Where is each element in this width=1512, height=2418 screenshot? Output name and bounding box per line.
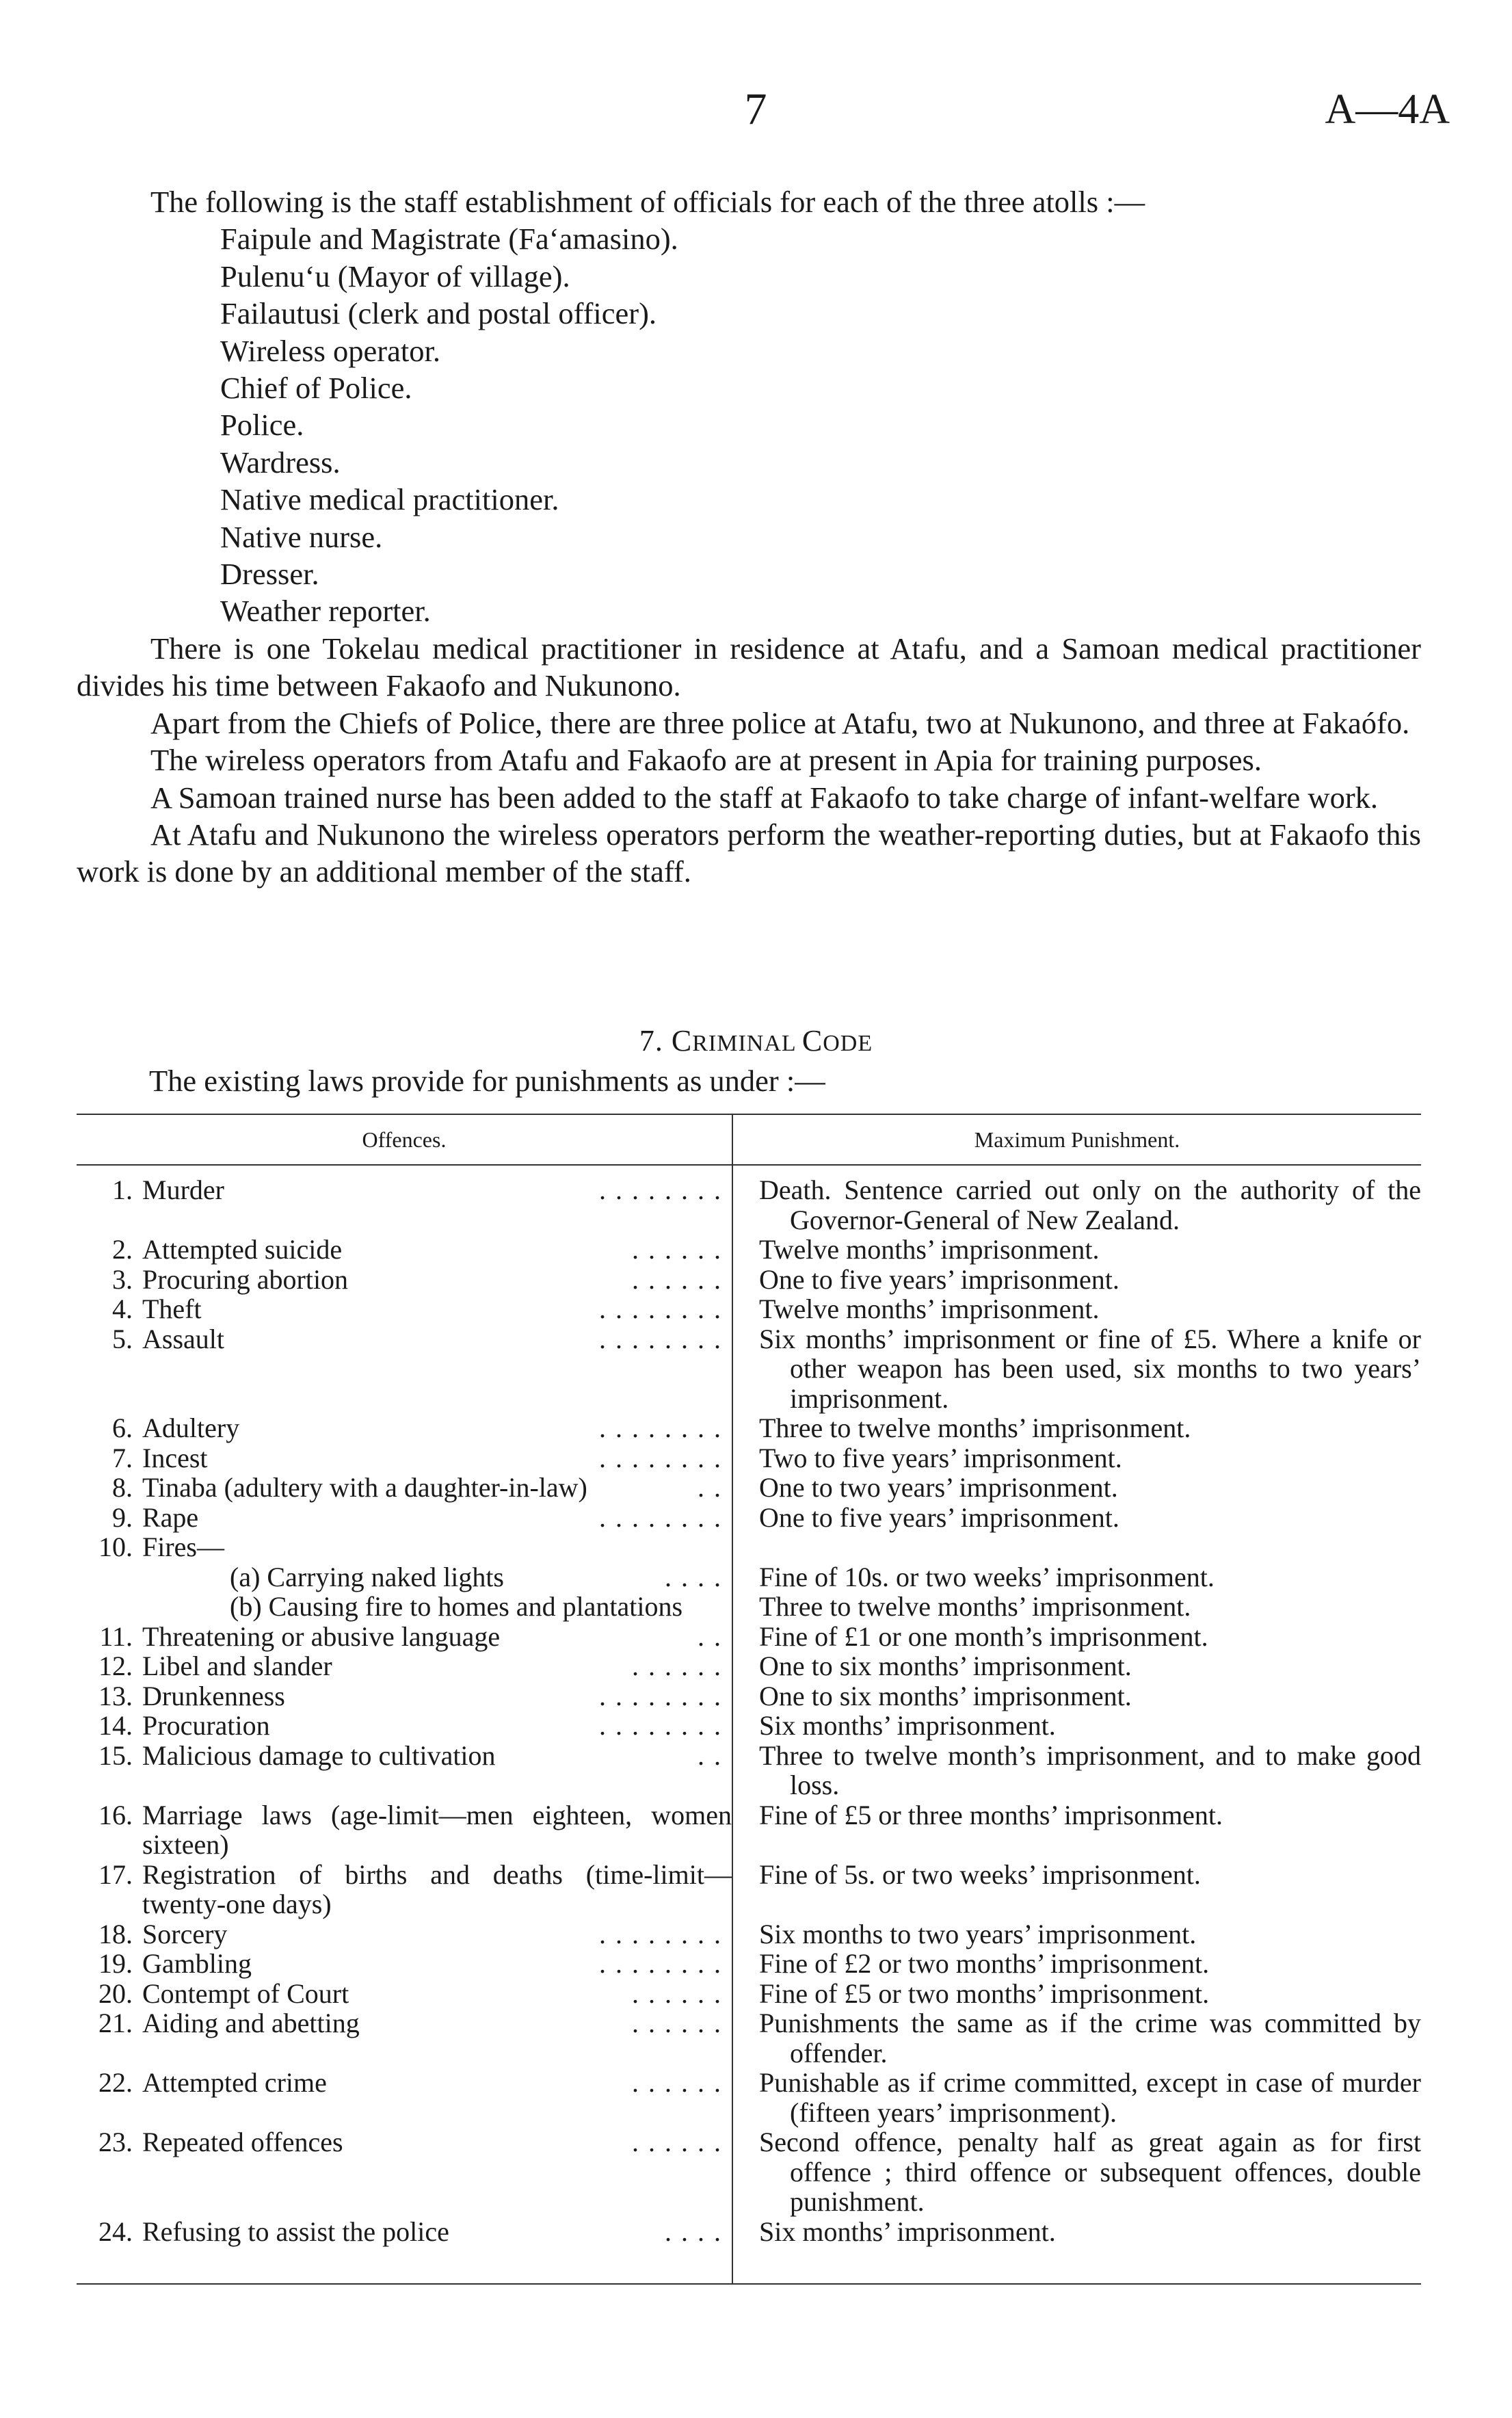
offence-cell bbox=[133, 1592, 732, 1622]
leader-dots: . . . . . . . . bbox=[599, 1919, 722, 1949]
section-number: 7. bbox=[639, 1024, 663, 1057]
offence-name: Marriage laws (age-limit—men eighteen, women sixteen) bbox=[142, 1799, 732, 1860]
leader-dots: . . . . . . . . bbox=[599, 1324, 722, 1354]
offence-name: Malicious damage to cultivation bbox=[142, 1739, 496, 1771]
offence-cell bbox=[133, 1532, 732, 1562]
document-reference: A—4A bbox=[1325, 86, 1450, 133]
offence-cell bbox=[133, 1265, 732, 1295]
offence-name: Theft bbox=[142, 1293, 202, 1324]
leader-dots: . . . . . . bbox=[632, 1978, 722, 2008]
table-row bbox=[77, 2008, 1421, 2068]
punishment-text: Six months’ imprisonment. bbox=[759, 2216, 1056, 2247]
punishment-text: Fine of 10s. or two weeks’ imprisonment. bbox=[759, 1561, 1215, 1592]
leader-dots: . . bbox=[698, 1740, 722, 1771]
punishment-cell bbox=[732, 1265, 1421, 1295]
leader-dots: . . . . . . bbox=[632, 1651, 722, 1681]
offence-number: 2. bbox=[112, 1234, 133, 1265]
punishment-cell bbox=[732, 1532, 1421, 1562]
offence-name: Murder bbox=[142, 1174, 224, 1205]
punishment-cell bbox=[732, 1175, 1421, 1235]
table-header-rule bbox=[77, 1164, 1421, 1166]
table-row bbox=[77, 1503, 1421, 1533]
section-title-rest2: ODE bbox=[823, 1031, 873, 1056]
punishment-text: Twelve months’ imprisonment. bbox=[759, 1234, 1100, 1265]
punishment-cell bbox=[732, 1919, 1421, 1949]
table-row bbox=[77, 1235, 1421, 1265]
intro-paragraph: The following is the staff establishment of officials for each of the three atolls :— bbox=[150, 185, 1145, 219]
punishment-text: Second offence, penalty half as great again as for first offence ; third offence or subsequent offences, double punishment. bbox=[759, 2127, 1421, 2217]
offence-name: Gambling bbox=[142, 1948, 252, 1979]
offence-name: Repeated offences bbox=[142, 2127, 343, 2157]
offence-number: 16. bbox=[98, 1799, 133, 1830]
table-row bbox=[77, 1651, 1421, 1681]
offence-name: Procuring abortion bbox=[142, 1263, 349, 1295]
table-row bbox=[77, 1800, 1421, 1860]
offence-name: Procuration bbox=[142, 1710, 270, 1741]
offence-number: 21. bbox=[98, 2008, 133, 2038]
leader-dots: . . . . . . bbox=[632, 1264, 722, 1294]
offence-name: Tinaba (adultery with a daughter-in-law) bbox=[142, 1472, 587, 1503]
staff-list-item: Police. bbox=[220, 408, 304, 443]
body-paragraph: The wireless operators from Atafu and Fakaofo are at present in Apia for training purposes. bbox=[150, 743, 1262, 778]
offence-number: 17. bbox=[98, 1858, 133, 1890]
punishment-cell bbox=[732, 1681, 1421, 1711]
leader-dots: . . . . . . bbox=[632, 2008, 722, 2038]
table-row bbox=[77, 1562, 1421, 1592]
page-number: 7 bbox=[744, 84, 767, 134]
offence-cell bbox=[133, 2127, 732, 2217]
punishment-text: Punishments the same as if the crime was committed by offender. bbox=[759, 2008, 1421, 2068]
offence-name: (b) Causing fire to homes and plantations bbox=[230, 1591, 683, 1622]
staff-list-item: Weather reporter. bbox=[220, 594, 431, 629]
staff-list-item: Native nurse. bbox=[220, 519, 383, 554]
punishment-cell bbox=[732, 1473, 1421, 1503]
header-offences: Offences. bbox=[362, 1127, 447, 1152]
offence-cell bbox=[133, 1175, 732, 1235]
paragraphs bbox=[77, 630, 1421, 891]
punishment-cell bbox=[732, 1949, 1421, 1979]
offence-name: Attempted crime bbox=[142, 2067, 327, 2098]
leader-dots: . . . . . . . . bbox=[599, 1413, 722, 1443]
staff-list-item: Native medical practitioner. bbox=[220, 482, 559, 517]
punishment-cell bbox=[732, 1503, 1421, 1533]
offence-number: 18. bbox=[98, 1918, 133, 1949]
table-top-rule bbox=[77, 1114, 1421, 1115]
offence-cell bbox=[133, 1294, 732, 1324]
offence-name: (a) Carrying naked lights bbox=[230, 1561, 504, 1592]
punishment-text: Twelve months’ imprisonment. bbox=[759, 1293, 1100, 1324]
offence-name: Libel and slander bbox=[142, 1651, 332, 1681]
body-paragraph: At Atafu and Nukunono the wireless operators perform the weather-reporting duties, but at Fakaofo this work is done by an additional member of the staff. bbox=[77, 817, 1421, 889]
staff-list-item: Failautusi (clerk and postal officer). bbox=[220, 296, 657, 331]
leader-dots: . . . . bbox=[665, 2216, 722, 2246]
table-row bbox=[77, 1741, 1421, 1800]
offence-cell bbox=[133, 2008, 732, 2068]
table-row bbox=[77, 1919, 1421, 1949]
punishment-cell bbox=[732, 1622, 1421, 1652]
table-row bbox=[77, 1175, 1421, 1235]
offence-cell bbox=[133, 2217, 732, 2247]
punishment-cell bbox=[732, 2008, 1421, 2068]
leader-dots: . . . . . . . . bbox=[599, 1711, 722, 1741]
offence-name: Fires— bbox=[142, 1532, 224, 1562]
punishment-cell bbox=[732, 1443, 1421, 1473]
leader-dots: . . . . . . . . bbox=[599, 1175, 722, 1205]
staff-list-item: Wireless operator. bbox=[220, 333, 440, 368]
offence-number: 9. bbox=[112, 1501, 133, 1533]
offence-name: Refusing to assist the police bbox=[142, 2216, 449, 2247]
offence-number: 13. bbox=[98, 1680, 133, 1711]
offence-name: Aiding and abetting bbox=[142, 2008, 360, 2038]
body-paragraph: A Samoan trained nurse has been added to the staff at Fakaofo to take charge of infant-welfare work. bbox=[150, 780, 1379, 815]
offence-name: Contempt of Court bbox=[142, 1977, 349, 2009]
table-row bbox=[77, 1711, 1421, 1741]
punishment-cell bbox=[732, 1711, 1421, 1741]
punishment-cell bbox=[732, 1592, 1421, 1622]
punishment-text: Three to twelve months’ imprisonment. bbox=[759, 1412, 1191, 1443]
punishment-cell bbox=[732, 1651, 1421, 1681]
offence-number: 11. bbox=[99, 1620, 133, 1652]
table-row bbox=[77, 1622, 1421, 1652]
table-row bbox=[77, 1949, 1421, 1979]
offence-number: 10. bbox=[98, 1532, 133, 1562]
punishment-cell bbox=[732, 2068, 1421, 2127]
punishment-text: Three to twelve months’ imprisonment. bbox=[759, 1591, 1191, 1622]
offence-name: Attempted suicide bbox=[142, 1234, 343, 1265]
offence-number: 7. bbox=[112, 1442, 133, 1473]
offence-cell bbox=[133, 2068, 732, 2127]
leader-dots: . . . . . . . . bbox=[599, 1502, 722, 1532]
punishment-cell bbox=[732, 2127, 1421, 2217]
offence-cell bbox=[133, 1800, 732, 1860]
offence-number: 15. bbox=[98, 1739, 133, 1771]
punishment-text: Fine of £1 or one month’s imprisonment. bbox=[759, 1620, 1208, 1652]
offence-number: 14. bbox=[98, 1710, 133, 1741]
offence-cell bbox=[133, 1235, 732, 1265]
offence-cell bbox=[133, 1860, 732, 1919]
punishment-text bbox=[759, 1532, 1421, 1562]
offence-number: 22. bbox=[98, 2067, 133, 2098]
body-paragraph: There is one Tokelau medical practitioner in residence at Atafu, and a Samoan medical practitioner divides his time between Fakaofo and Nukunono. bbox=[77, 631, 1421, 703]
section-title-rest1: RIMINAL bbox=[692, 1031, 802, 1056]
offence-cell bbox=[133, 1741, 732, 1800]
offence-number: 12. bbox=[98, 1651, 133, 1681]
punishment-text: One to six months’ imprisonment. bbox=[759, 1680, 1132, 1711]
offence-cell bbox=[133, 1413, 732, 1443]
punishment-cell bbox=[732, 1413, 1421, 1443]
table-row bbox=[77, 1324, 1421, 1414]
leader-dots: . . bbox=[698, 1473, 722, 1503]
leader-dots: . . bbox=[698, 1621, 722, 1651]
punishment-cell bbox=[732, 1562, 1421, 1592]
offence-number: 4. bbox=[112, 1293, 133, 1324]
table-row bbox=[77, 1681, 1421, 1711]
offence-name: Rape bbox=[142, 1501, 199, 1533]
leader-dots: . . . . . . . . bbox=[599, 1681, 722, 1711]
punishment-text: Two to five years’ imprisonment. bbox=[759, 1442, 1122, 1473]
offence-cell bbox=[133, 1949, 732, 1979]
offence-number: 3. bbox=[112, 1263, 133, 1295]
table-intro: The existing laws provide for punishments as under :— bbox=[149, 1064, 825, 1098]
offence-number bbox=[77, 1562, 133, 1592]
offence-number bbox=[77, 1592, 133, 1622]
offence-cell bbox=[133, 1979, 732, 2009]
offence-cell bbox=[133, 1473, 732, 1503]
offence-cell bbox=[133, 1622, 732, 1652]
punishment-text: Fine of £5 or three months’ imprisonment. bbox=[759, 1799, 1223, 1830]
punishment-cell bbox=[732, 1235, 1421, 1265]
offence-cell bbox=[133, 1503, 732, 1533]
punishment-text: One to five years’ imprisonment. bbox=[759, 1263, 1119, 1295]
table-row bbox=[77, 1592, 1421, 1622]
staff-list-item: Dresser. bbox=[220, 557, 319, 592]
table-row bbox=[77, 1413, 1421, 1443]
punishment-text: Fine of 5s. or two weeks’ imprisonment. bbox=[759, 1858, 1201, 1890]
punishment-text: Punishable as if crime committed, except in case of murder (fifteen years’ imprisonment). bbox=[759, 2067, 1421, 2128]
punishment-cell bbox=[732, 1294, 1421, 1324]
leader-dots: . . . . . . bbox=[632, 1235, 722, 1265]
punishment-text: Six months to two years’ imprisonment. bbox=[759, 1918, 1197, 1949]
offence-number: 5. bbox=[112, 1323, 133, 1354]
punishment-text: Six months’ imprisonment or fine of £5. Where a knife or other weapon has been used, six months to two years’ imprisonment. bbox=[759, 1323, 1421, 1414]
offence-name: Assault bbox=[142, 1323, 224, 1354]
offence-number: 8. bbox=[112, 1472, 133, 1503]
offence-cell bbox=[133, 1443, 732, 1473]
table-row bbox=[77, 2127, 1421, 2217]
table-row bbox=[77, 1265, 1421, 1295]
table-rows bbox=[77, 1175, 1421, 2246]
section-title bbox=[672, 1024, 873, 1057]
offence-number: 20. bbox=[98, 1977, 133, 2009]
table-row bbox=[77, 2068, 1421, 2127]
table-row bbox=[77, 1532, 1421, 1562]
punishment-cell bbox=[732, 1741, 1421, 1800]
offence-cell bbox=[133, 1651, 732, 1681]
table-row bbox=[77, 1860, 1421, 1919]
punishment-text: One to five years’ imprisonment. bbox=[759, 1501, 1119, 1533]
staff-list-item: Wardress. bbox=[220, 445, 341, 479]
offence-number: 6. bbox=[112, 1412, 133, 1443]
punishment-text: Death. Sentence carried out only on the authority of the Governor-General of New Zealand. bbox=[759, 1174, 1421, 1235]
leader-dots: . . . . . . . . bbox=[599, 1294, 722, 1324]
table-row bbox=[77, 1443, 1421, 1473]
header-punishment: Maximum Punishment. bbox=[974, 1127, 1180, 1152]
punishment-text: Fine of £5 or two months’ imprisonment. bbox=[759, 1977, 1210, 2009]
offence-name: Drunkenness bbox=[142, 1680, 285, 1711]
staff-list-item: Chief of Police. bbox=[220, 371, 412, 406]
leader-dots: . . . . bbox=[665, 1562, 722, 1592]
staff-list-item: Faipule and Magistrate (Fa‘amasino). bbox=[220, 222, 678, 257]
staff-section bbox=[77, 183, 1421, 891]
punishment-text: One to six months’ imprisonment. bbox=[759, 1651, 1132, 1681]
punishment-cell bbox=[732, 1979, 1421, 2009]
punishment-cell bbox=[732, 1860, 1421, 1919]
offence-name: Registration of births and deaths (time-limit—twenty-one days) bbox=[142, 1858, 732, 1919]
offence-number: 24. bbox=[98, 2216, 133, 2247]
leader-dots: . . . . . . . . bbox=[599, 1949, 722, 1979]
section-title-cap1: C bbox=[671, 1024, 693, 1057]
offence-number: 19. bbox=[98, 1948, 133, 1979]
punishment-text: Fine of £2 or two months’ imprisonment. bbox=[759, 1948, 1210, 1979]
punishment-cell bbox=[732, 1800, 1421, 1860]
leader-dots: . . . . . . bbox=[632, 2068, 722, 2098]
offence-cell bbox=[133, 1562, 732, 1592]
staff-list-item: Pulenu‘u (Mayor of village). bbox=[220, 259, 570, 293]
table-bottom-rule bbox=[77, 2283, 1421, 2285]
punishment-text: Six months’ imprisonment. bbox=[759, 1710, 1056, 1741]
punishment-cell bbox=[732, 2217, 1421, 2247]
offence-cell bbox=[133, 1681, 732, 1711]
leader-dots bbox=[682, 1592, 732, 1622]
offence-cell bbox=[133, 1919, 732, 1949]
leader-dots: . . . . . . bbox=[632, 2127, 722, 2157]
body-paragraph: Apart from the Chiefs of Police, there are three police at Atafu, two at Nukunono, and three at Fakaófo. bbox=[150, 705, 1410, 740]
table-row bbox=[77, 1979, 1421, 2009]
offence-name: Incest bbox=[142, 1442, 208, 1473]
offence-name: Adultery bbox=[142, 1412, 240, 1443]
leader-dots: . . . . . . . . bbox=[599, 1443, 722, 1473]
offence-name: Threatening or abusive language bbox=[142, 1620, 501, 1652]
punishment-text: One to two years’ imprisonment. bbox=[759, 1472, 1118, 1503]
offence-number: 23. bbox=[98, 2127, 133, 2157]
table-row bbox=[77, 2217, 1421, 2247]
punishment-text: Three to twelve month’s imprisonment, and to make good loss. bbox=[759, 1739, 1421, 1800]
table-row bbox=[77, 1294, 1421, 1324]
section-heading bbox=[0, 1023, 1512, 1062]
leader-dots bbox=[224, 1532, 732, 1562]
table-row bbox=[77, 1473, 1421, 1503]
staff-list bbox=[220, 220, 1421, 629]
section-title-cap2: C bbox=[801, 1024, 823, 1057]
punishment-cell bbox=[732, 1324, 1421, 1414]
offence-number: 1. bbox=[112, 1174, 133, 1205]
offence-name: Sorcery bbox=[142, 1918, 228, 1949]
offence-cell bbox=[133, 1711, 732, 1741]
offence-cell bbox=[133, 1324, 732, 1414]
